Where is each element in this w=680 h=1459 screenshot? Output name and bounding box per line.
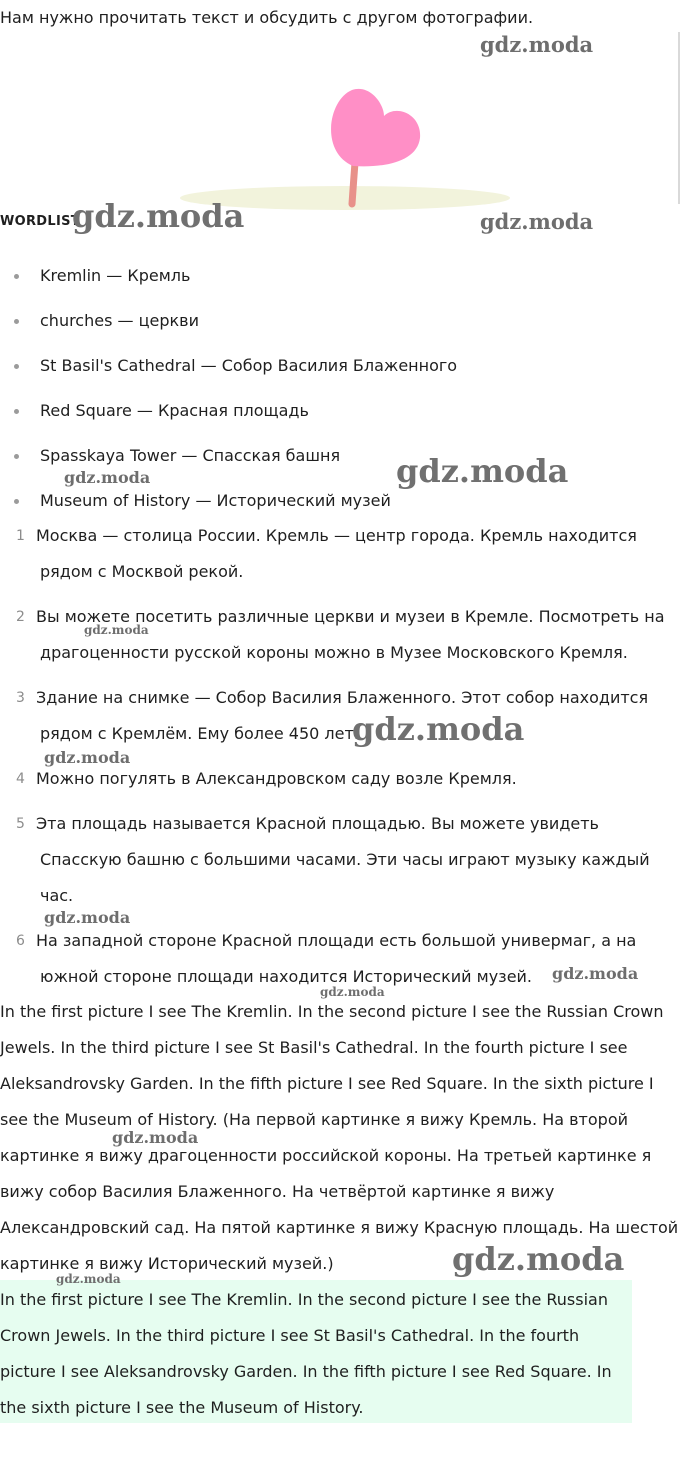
wordlist-item: Spasskaya Tower — Спасская башня xyxy=(14,446,340,465)
item-number: 3 xyxy=(16,690,25,706)
watermark: gdz.moda xyxy=(320,985,385,999)
watermark: gdz.moda xyxy=(480,209,594,234)
watermark: gdz.moda xyxy=(44,908,131,927)
watermark: gdz.moda xyxy=(84,623,149,637)
heart-shape xyxy=(331,89,420,166)
intro-text: Нам нужно прочитать текст и обсудить с другом фотографии. xyxy=(0,8,534,27)
wordlist-heading: WORDLIST xyxy=(0,214,80,229)
item-number: 1 xyxy=(16,528,25,544)
item-number: 6 xyxy=(16,933,25,949)
bullet-icon xyxy=(14,454,19,459)
watermark: gdz.moda xyxy=(452,1240,625,1278)
item-number: 4 xyxy=(16,771,25,787)
answer-paragraph: In the first picture I see The Kremlin. In the second picture I see the Russian Crown Jewels. In the third picture I see St Basil's Cathedral. In the fourth picture I see Aleksandrovsky Garden. In the fifth picture I see Red Square. In the sixth picture I see the Museum of History. (На первой картинке я вижу Кремль. На второй картинке я вижу драгоценности российской короны. На третьей картинке я вижу собор Василия Блаженного. На четвёртой картинке я вижу Александровский сад. На пятой картинке я вижу Красную площадь. На шестой картинке я вижу Исторический музей.) xyxy=(0,1002,679,1273)
bullet-icon xyxy=(14,319,19,324)
watermark: gdz.moda xyxy=(396,452,569,490)
item-number: 2 xyxy=(16,609,25,625)
watermark: gdz.moda xyxy=(56,1272,121,1286)
wordlist-item: St Basil's Cathedral — Собор Василия Блаженного xyxy=(14,356,457,375)
bullet-icon xyxy=(14,499,19,504)
watermark: gdz.moda xyxy=(352,710,525,748)
bullet-icon xyxy=(14,364,19,369)
highlighted-answer: In the first picture I see The Kremlin. In the second picture I see the Russian Crown Jewels. In the third picture I see St Basil's Cathedral. In the fourth picture I see Aleksandrovsky Garden. In the fifth picture I see Red Square. In the sixth picture I see the Museum of History. xyxy=(0,1280,632,1423)
wordlist-item: churches — церкви xyxy=(14,311,199,330)
watermark: gdz.moda xyxy=(44,748,131,767)
bullet-icon xyxy=(14,274,19,279)
wordlist-item: Kremlin — Кремль xyxy=(14,266,190,285)
watermark: gdz.moda xyxy=(64,468,151,487)
watermark: gdz.moda xyxy=(552,964,639,983)
heart-sprout-illustration xyxy=(170,80,520,210)
wordlist-item: Red Square — Красная площадь xyxy=(14,401,309,420)
watermark: gdz.moda xyxy=(480,32,594,57)
watermark: gdz.moda xyxy=(112,1128,199,1147)
item-number: 5 xyxy=(16,816,25,832)
wordlist-item: Museum of History — Исторический музей xyxy=(14,491,391,510)
bullet-icon xyxy=(14,409,19,414)
watermark: gdz.moda xyxy=(72,197,245,235)
